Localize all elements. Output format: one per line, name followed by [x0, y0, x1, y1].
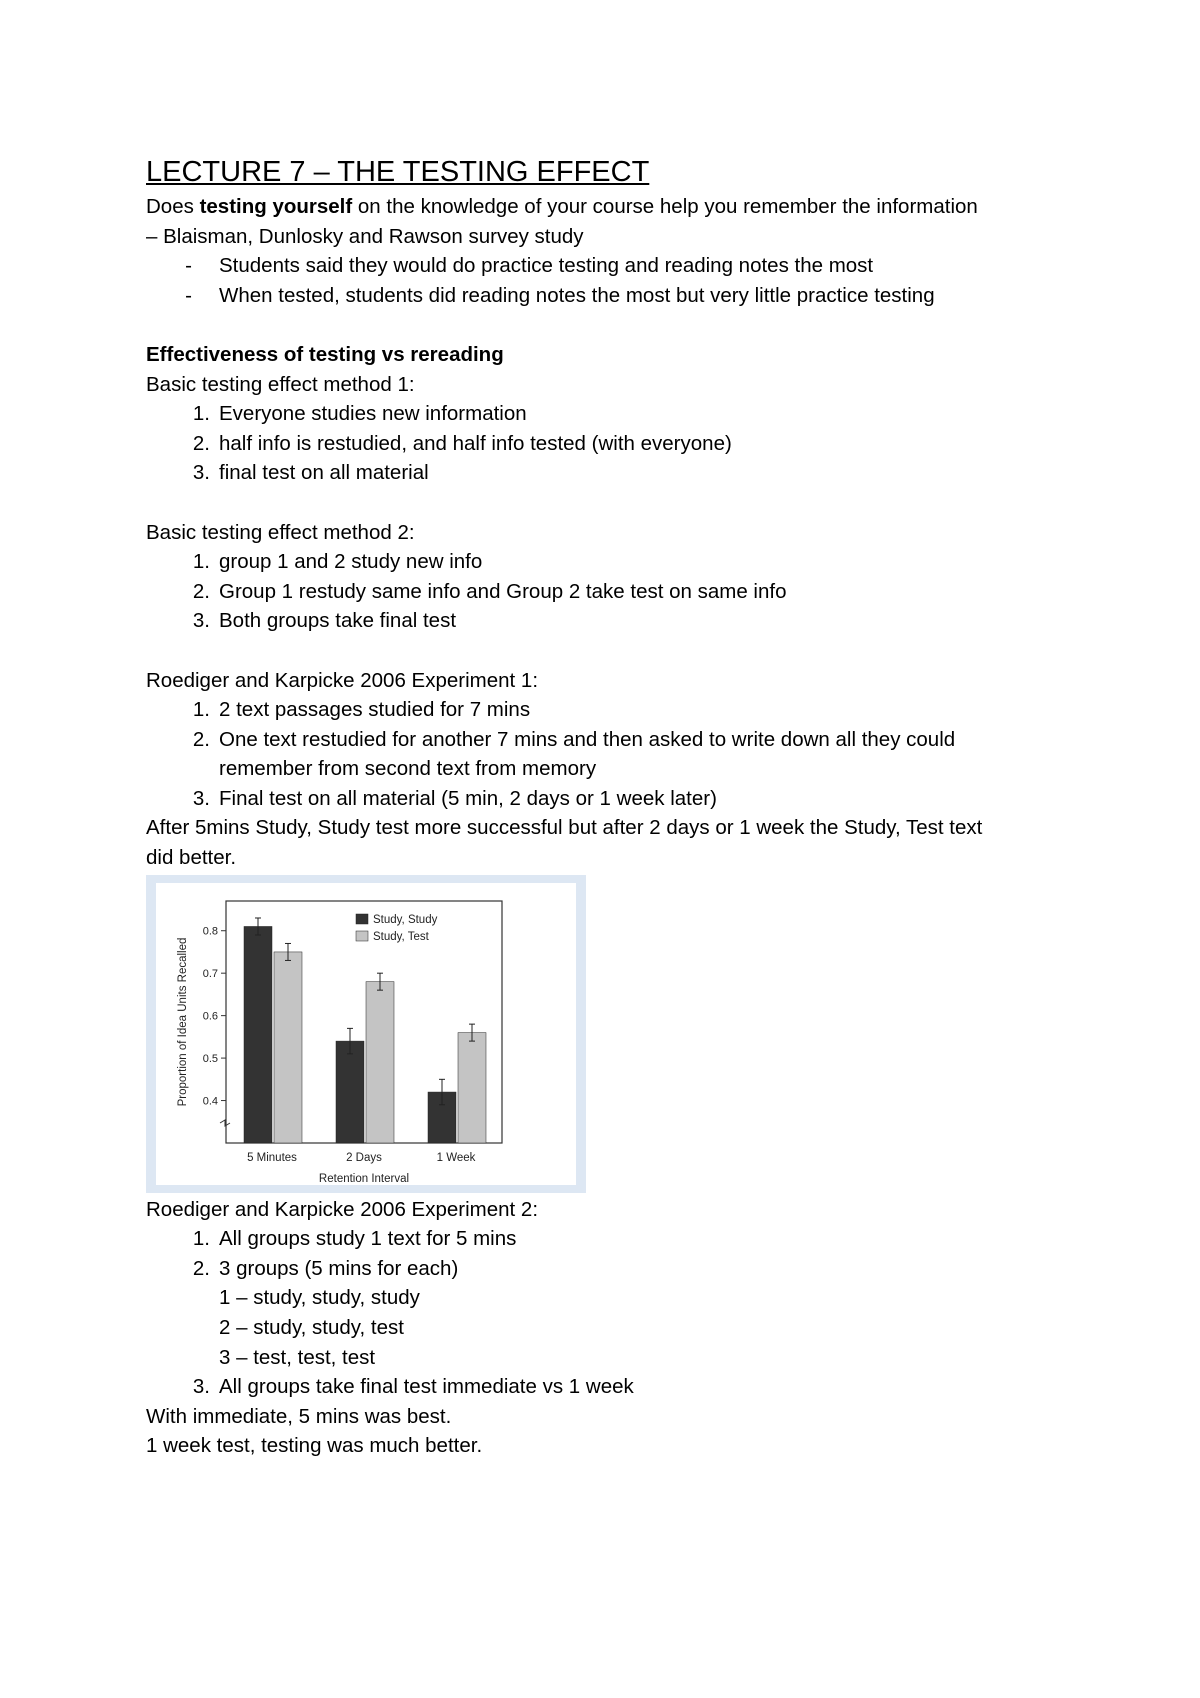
exp1-heading: Roediger and Karpicke 2006 Experiment 1:: [146, 668, 539, 692]
chart-panel: [156, 883, 576, 1185]
list-item: [146, 1224, 1066, 1254]
list-item: [146, 725, 1066, 755]
number-marker: 3.: [192, 786, 210, 810]
method1-heading: Basic testing effect method 1:: [146, 372, 415, 396]
intro-line-2: – Blaisman, Dunlosky and Rawson survey study: [146, 224, 584, 248]
intro-text-start: Does: [146, 195, 200, 218]
page-title: LECTURE 7 – THE TESTING EFFECT: [146, 156, 650, 188]
y-tick-label: 0.8: [202, 925, 218, 938]
legend-label: Study, Study: [373, 913, 438, 926]
spacer: [146, 310, 1066, 340]
bar: [366, 981, 394, 1142]
intro-bold-text: testing yourself: [199, 195, 353, 218]
document-body: [146, 152, 1066, 1461]
list-item: [146, 547, 1066, 577]
method2-list: [146, 547, 1066, 636]
list-item-text: Students said they would do practice testing and reading notes the most: [219, 254, 874, 278]
list-item-text: Both groups take final test: [219, 609, 457, 633]
y-tick-label: 0.4: [202, 1095, 218, 1108]
bar: [336, 1041, 364, 1143]
exp2-conclusion-line-2: 1 week test, testing was much better.: [146, 1434, 483, 1458]
dash-marker: -: [185, 254, 192, 278]
exp2-heading: Roediger and Karpicke 2006 Experiment 2:: [146, 1197, 539, 1221]
sub-list-item: [146, 1313, 1066, 1343]
list-item-text: final test on all material: [219, 461, 429, 485]
number-marker: 1.: [192, 402, 210, 426]
bar: [274, 952, 302, 1143]
bar: [244, 926, 272, 1143]
bar-chart: [156, 883, 576, 1185]
y-tick-label: 0.7: [202, 967, 218, 980]
sub-list-item: [146, 1283, 1066, 1313]
list-item: [146, 784, 1066, 814]
method1-list: [146, 399, 1066, 488]
legend-label: Study, Test: [373, 930, 429, 943]
sub-list-item: [146, 1343, 1066, 1373]
exp2-conclusion-line-1: With immediate, 5 mins was best.: [146, 1404, 452, 1428]
x-axis-label: Retention Interval: [318, 1172, 410, 1185]
number-marker: 3.: [192, 609, 210, 633]
list-item: [146, 281, 1066, 311]
x-tick-label: 5 Minutes: [247, 1151, 297, 1164]
list-item: [146, 251, 1066, 281]
spacer: [146, 488, 1066, 518]
number-marker: 2.: [192, 431, 210, 455]
number-marker: 1.: [192, 550, 210, 574]
y-tick-label: 0.5: [202, 1052, 218, 1065]
exp1-list: [146, 695, 1066, 813]
intro-text-end: on the knowledge of your course help you remember the information: [352, 195, 978, 218]
list-item-text: 1 – study, study, study: [219, 1286, 420, 1310]
list-item-text: 2 text passages studied for 7 mins: [219, 698, 531, 722]
section-heading: Effectiveness of testing vs rereading: [146, 342, 504, 366]
list-item: [146, 429, 1066, 459]
list-item: [146, 606, 1066, 636]
list-item-text: Final test on all material (5 min, 2 days or 1 week later): [219, 786, 717, 810]
number-marker: 2.: [192, 1256, 210, 1280]
legend-swatch: [356, 914, 368, 924]
method2-heading: Basic testing effect method 2:: [146, 520, 415, 544]
dash-marker: -: [185, 283, 192, 307]
list-item-text: Everyone studies new information: [219, 402, 527, 426]
list-item-text: 2 – study, study, test: [219, 1316, 404, 1340]
chart-figure: [146, 875, 586, 1193]
list-item: [146, 577, 1066, 607]
list-item-text: One text restudied for another 7 mins and then asked to write down all they could: [219, 727, 956, 751]
intro-paragraph: [146, 192, 1066, 222]
number-marker: 3.: [192, 461, 210, 485]
list-item-text: Group 1 restudy same info and Group 2 take test on same info: [219, 579, 787, 603]
list-item-text: half info is restudied, and half info tested (with everyone): [219, 431, 732, 455]
list-item: [146, 1254, 1066, 1284]
list-item-text: 3 – test, test, test: [219, 1345, 376, 1369]
number-marker: 3.: [192, 1375, 210, 1399]
list-item: [146, 399, 1066, 429]
list-item-text: 3 groups (5 mins for each): [219, 1256, 459, 1280]
exp1-conclusion-line-1: After 5mins Study, Study test more successful but after 2 days or 1 week the Study, Test text: [146, 816, 983, 840]
axis-break-mark: [220, 1120, 230, 1126]
intro-bullets: [146, 251, 1066, 310]
y-axis-label: Proportion of Idea Units Recalled: [177, 937, 189, 1107]
list-item-text: group 1 and 2 study new info: [219, 550, 483, 574]
number-marker: 2.: [192, 579, 210, 603]
legend-swatch: [356, 931, 368, 941]
exp2-list: [146, 1224, 1066, 1402]
list-item-text: All groups take final test immediate vs 1 week: [219, 1375, 634, 1399]
bar: [458, 1032, 486, 1142]
number-marker: 2.: [192, 727, 210, 751]
list-item-text: All groups study 1 text for 5 mins: [219, 1227, 517, 1251]
number-marker: 1.: [192, 1227, 210, 1251]
list-item-text: When tested, students did reading notes the most but very little practice testing: [219, 283, 935, 307]
spacer: [146, 636, 1066, 666]
list-item-text: remember from second text from memory: [219, 757, 597, 781]
x-tick-label: 1 Week: [436, 1151, 476, 1164]
number-marker: 1.: [192, 698, 210, 722]
list-item: [146, 458, 1066, 488]
list-item: [146, 1372, 1066, 1402]
exp1-conclusion-line-2: did better.: [146, 846, 237, 870]
list-item: [146, 695, 1066, 725]
x-tick-label: 2 Days: [346, 1151, 382, 1164]
list-item-continuation: [146, 754, 1066, 784]
y-tick-label: 0.6: [202, 1010, 218, 1023]
